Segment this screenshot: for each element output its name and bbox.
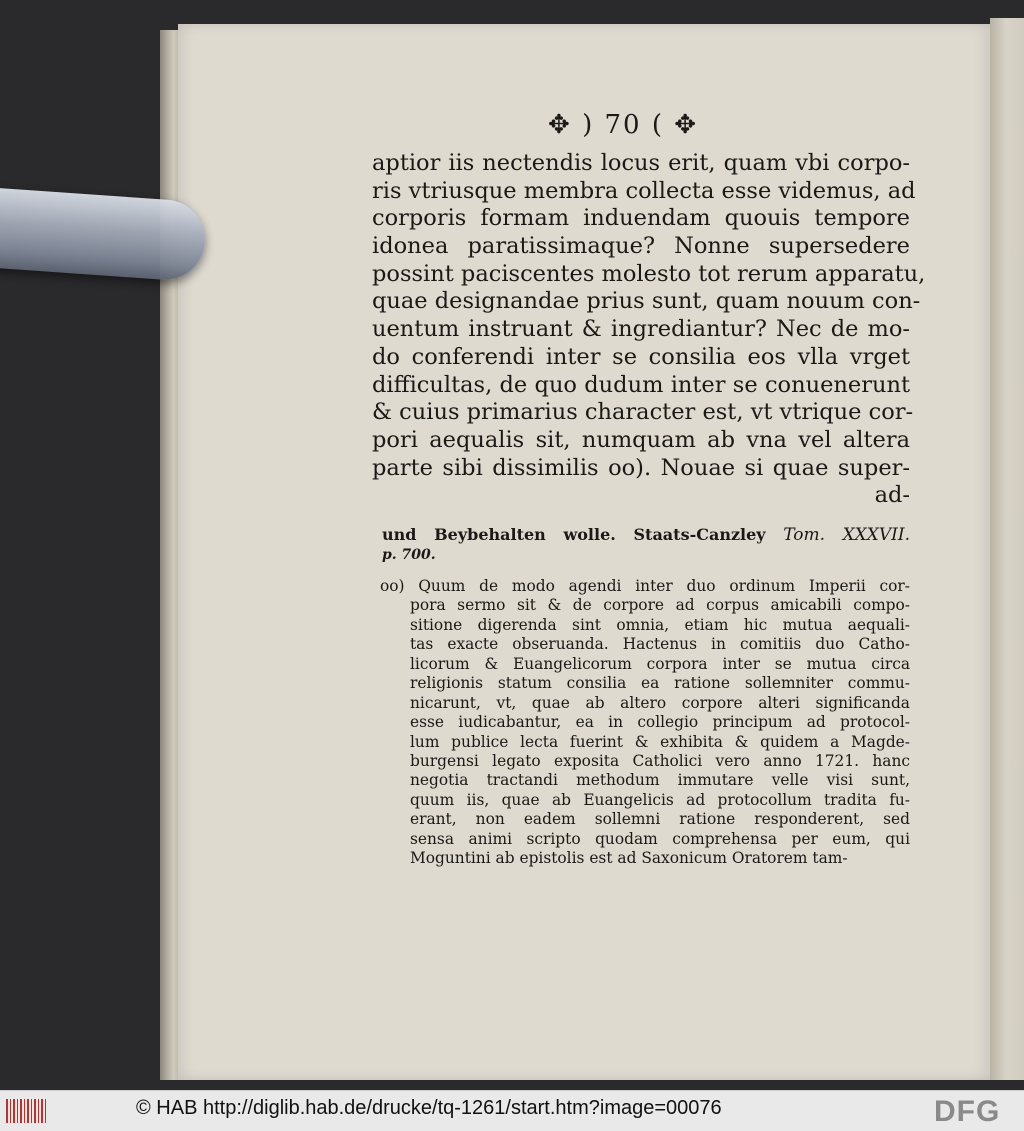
footnote-line: quum iis, quae ab Euangelicis ad protocollum tradita fu- [410,790,910,809]
footnote-line: licorum & Euangelicorum corpora inter se mutua circa [410,654,910,673]
footnote-line: esse iudicabantur, ea in collegio principum ad protocol- [410,713,910,732]
credit-link[interactable]: © HAB http://diglib.hab.de/drucke/tq-1261/start.htm?image=00076 [136,1097,722,1119]
footnote-cont-line [382,525,910,545]
footnote-line: sitione digerenda sint omnia, etiam hic mutua aequali- [410,615,910,634]
footnote-line: sensa animi scripto quodam comprehensa per eum, qui [410,829,910,848]
footnote-continuation [382,525,910,565]
hab-barcode-icon [6,1099,48,1123]
ornament-right-icon: ✥ [674,110,699,140]
text-line: difficultas, de quo dudum inter se conuenerunt [372,371,910,398]
footnote-line: religionis statum consilia ea ratione sollemniter commu- [410,674,910,693]
text-line: uentum instruant & ingrediantur? Nec de mo- [372,316,910,343]
footnote-oo [380,577,910,869]
footnote-line: oo) Quum de modo agendi inter duo ordinum Imperii cor- [380,577,910,595]
dfg-logo: DFG [934,1095,1001,1128]
page-header [548,110,698,144]
facing-page-edge [990,18,1024,1080]
pointer-overlay [0,188,208,283]
ornament-left-icon: ✥ [548,110,572,140]
text-line: & cuius primarius character est, vt vtrique cor- [372,399,914,426]
footnote-line: erant, non eadem sollemni ratione responderent, sed [410,810,910,829]
text-line: parte sibi dissimilis oo). Nouae si quae super- [372,454,910,481]
footnote-page-ref: p. 700. [382,547,436,563]
text-line: pori aequalis sit, numquam ab vna vel altera [372,426,910,453]
text-line: do conferendi inter se consilia eos vlla vrget [372,343,910,370]
footnote-line: pora sermo sit & de corpore ad corpus amicabili compo- [410,596,910,615]
text-line: corporis formam induendam quouis tempore [372,205,910,232]
text-line: idonea paratissimaque? Nonne supersedere [372,233,910,260]
text-line: aptior iis nectendis locus erit, quam vbi corpo- [372,150,910,176]
main-text [372,150,926,510]
footnote-line: nicarunt, vt, quae ab altero corpore alteri significanda [410,693,910,712]
page-number: ) 70 ( [582,110,664,140]
footnote-fraktur-text: und Beybehalten wolle. Staats-Canzley [382,525,766,544]
footnote-line: negotia tractandi methodum immutare velle visi sunt, [410,771,910,790]
footnote-line: Moguntini ab epistolis est ad Saxonicum Oratorem tam- [410,849,848,868]
footnote-line: burgensi legato exposita Catholici vero anno 1721. hanc [410,751,910,770]
footnote-italic-ref: Tom. XXXVII. [783,525,910,545]
text-line: quae designandae prius sunt, quam nouum con- [372,288,921,315]
text-line: possint paciscentes molesto tot rerum apparatu, [372,260,926,287]
text-line: ris vtriusque membra collecta esse videmus, ad [372,177,916,204]
footer-bar [0,1090,1024,1131]
footnote-line: tas exacte obseruanda. Hactenus in comitiis duo Catho- [410,635,910,654]
catchword: ad- [874,482,910,509]
footnote-line: lum publice lecta fuerint & exhibita & quidem a Magde- [410,732,910,751]
